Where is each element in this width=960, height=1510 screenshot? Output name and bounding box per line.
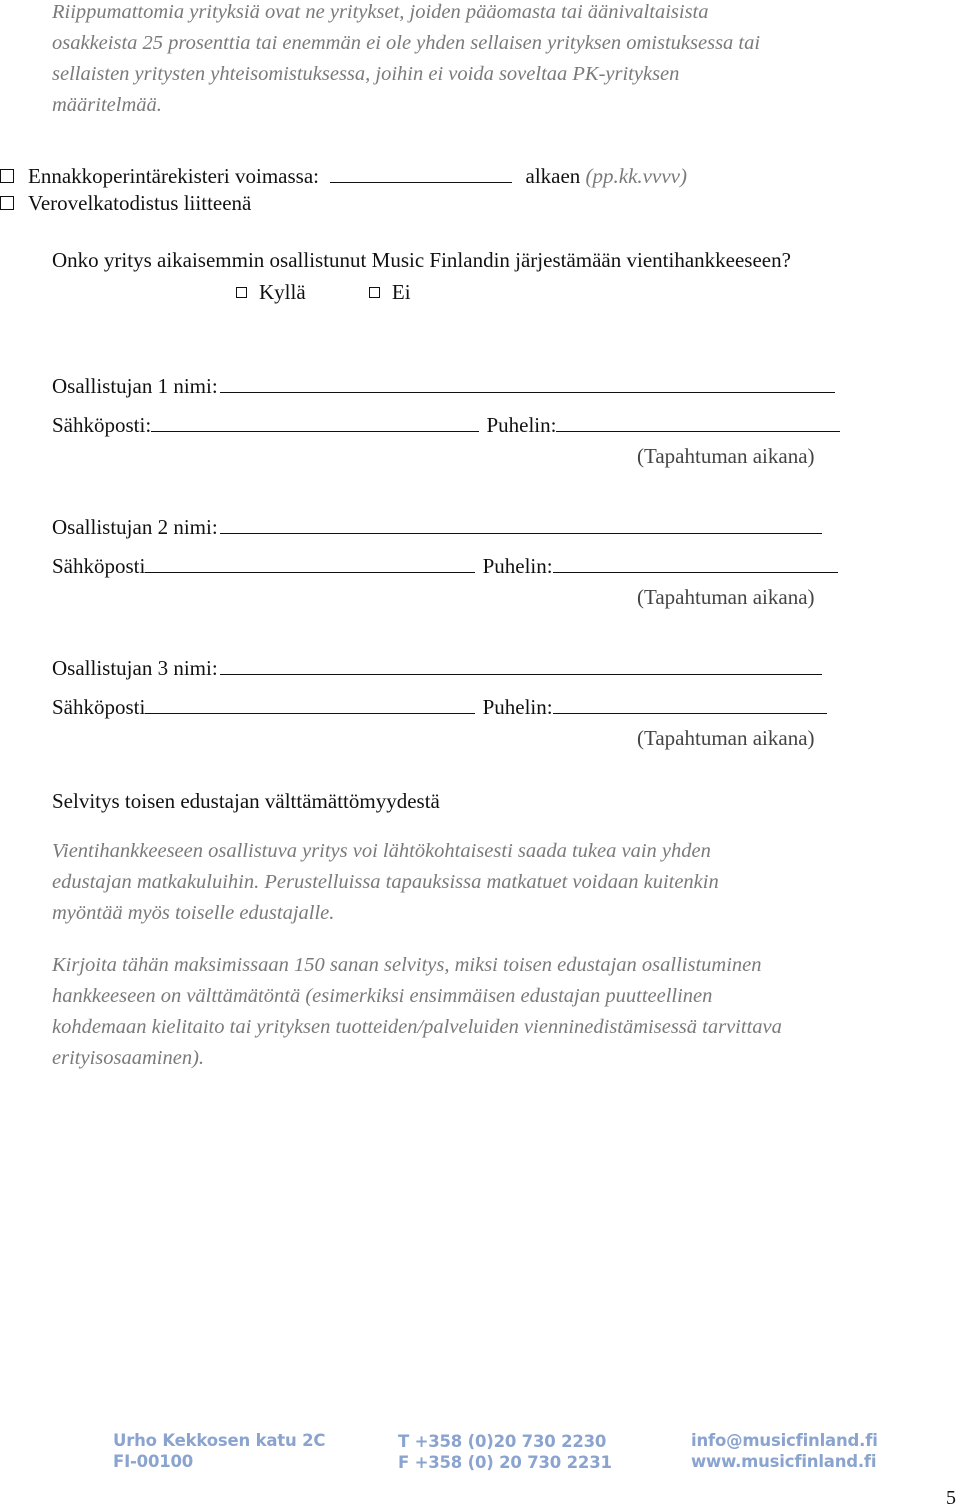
registry-date-hint: (pp.kk.vvvv) [585, 164, 687, 188]
explanation-line: Kirjoita tähän maksimissaan 150 sanan selvitys, miksi toisen edustajan osallistuminen [52, 954, 762, 976]
previous-participation-question: Onko yritys aikaisemmin osallistunut Music Finlandin järjestämään vientihankkeeseen? [52, 248, 791, 272]
explanation-line: hankkeeseen on välttämätöntä (esimerkiksi ensimmäisen edustajan puutteellinen [52, 985, 713, 1007]
participant-name-label: Osallistujan 3 nimi: [52, 656, 218, 680]
registry-checkbox[interactable] [0, 169, 14, 183]
participant-3-phone-field[interactable] [553, 695, 827, 714]
explanation-paragraph-2 [52, 950, 782, 1074]
explanation-line: myöntää myös toiselle edustajalle. [52, 902, 335, 924]
intro-line: sellaisten yritysten yhteisomistuksessa, joihin ei voida soveltaa PK-yrityksen [52, 63, 680, 85]
registry-label: Ennakkoperintärekisteri voimassa: [28, 164, 319, 188]
yes-checkbox[interactable] [236, 287, 247, 298]
footer-address-line: Urho Kekkosen katu 2C [113, 1431, 326, 1450]
participant-email-label: Sähköposti: [52, 413, 152, 437]
no-label: Ei [391, 280, 411, 304]
participant-3-phone-hint: (Tapahtuman aikana) [637, 726, 815, 750]
explanation-line: edustajan matkakuluihin. Perustelluissa tapauksissa matkatuet voidaan kuitenkin [52, 871, 719, 893]
tax-certificate-row [0, 190, 251, 216]
participant-phone-label: Puhelin: [482, 695, 553, 719]
footer-fax-number: F +358 (0) 20 730 2231 [398, 1453, 612, 1472]
footer-contact [691, 1430, 878, 1472]
yes-label: Kyllä [259, 280, 306, 304]
footer-address [113, 1430, 325, 1472]
tax-certificate-label: Verovelkatodistus liitteenä [28, 191, 252, 215]
explanation-line: Vientihankkeeseen osallistuva yritys voi lähtökohtaisesti saada tukea vain yhden [52, 840, 711, 862]
participant-3-email-row [52, 694, 827, 720]
answer-options [236, 279, 411, 305]
intro-line: Riippumattomia yrityksiä ovat ne yritykset, joiden pääomasta tai äänivaltaisista [52, 1, 709, 23]
participant-2-email-field[interactable] [145, 554, 475, 573]
participant-1-phone-field[interactable] [556, 413, 840, 432]
participant-email-label: Sähköposti [52, 695, 146, 719]
participant-2-name-row [52, 514, 822, 540]
participant-name-label: Osallistujan 1 nimi: [52, 374, 218, 398]
footer-phone-number: T +358 (0)20 730 2230 [398, 1432, 607, 1451]
participant-2-phone-field[interactable] [553, 554, 838, 573]
participant-email-label: Sähköposti [52, 554, 146, 578]
participant-phone-label: Puhelin: [482, 554, 553, 578]
explanation-heading: Selvitys toisen edustajan välttämättömyydestä [52, 789, 440, 813]
participant-phone-label: Puhelin: [486, 413, 557, 437]
participant-1-phone-hint: (Tapahtuman aikana) [637, 444, 815, 468]
participant-2-name-field[interactable] [220, 515, 822, 534]
participant-2-email-row [52, 553, 838, 579]
registry-from-label: alkaen [525, 164, 581, 188]
participant-1-email-row [52, 412, 840, 438]
intro-line: osakkeista 25 prosenttia tai enemmän ei ole yhden sellaisen yrityksen omistuksessa tai [52, 32, 761, 54]
participant-name-label: Osallistujan 2 nimi: [52, 515, 218, 539]
no-checkbox[interactable] [369, 287, 380, 298]
participant-2-phone-hint: (Tapahtuman aikana) [637, 585, 815, 609]
explanation-paragraph-1 [52, 836, 719, 929]
participant-1-name-field[interactable] [220, 374, 835, 393]
registry-date-field[interactable] [330, 164, 512, 183]
page-number: 5 [946, 1487, 956, 1509]
footer-address-line: FI-00100 [113, 1452, 194, 1471]
participant-1-name-row [52, 373, 835, 399]
registry-row [0, 163, 687, 189]
participant-3-email-field[interactable] [145, 695, 475, 714]
intro-paragraph [52, 0, 760, 121]
participant-3-name-row [52, 655, 822, 681]
tax-certificate-checkbox[interactable] [0, 196, 14, 210]
explanation-line: kohdemaan kielitaito tai yrityksen tuotteiden/palveluiden vienninedistämisessä tarvittava [52, 1016, 782, 1038]
explanation-line: erityisosaaminen). [52, 1047, 205, 1069]
footer-phone [398, 1431, 612, 1473]
participant-1-email-field[interactable] [151, 413, 479, 432]
intro-line: määritelmää. [52, 94, 162, 116]
footer-email-link[interactable]: info@musicfinland.fi [691, 1431, 878, 1450]
participant-3-name-field[interactable] [220, 656, 822, 675]
footer-website-link[interactable]: www.musicfinland.fi [691, 1452, 877, 1471]
